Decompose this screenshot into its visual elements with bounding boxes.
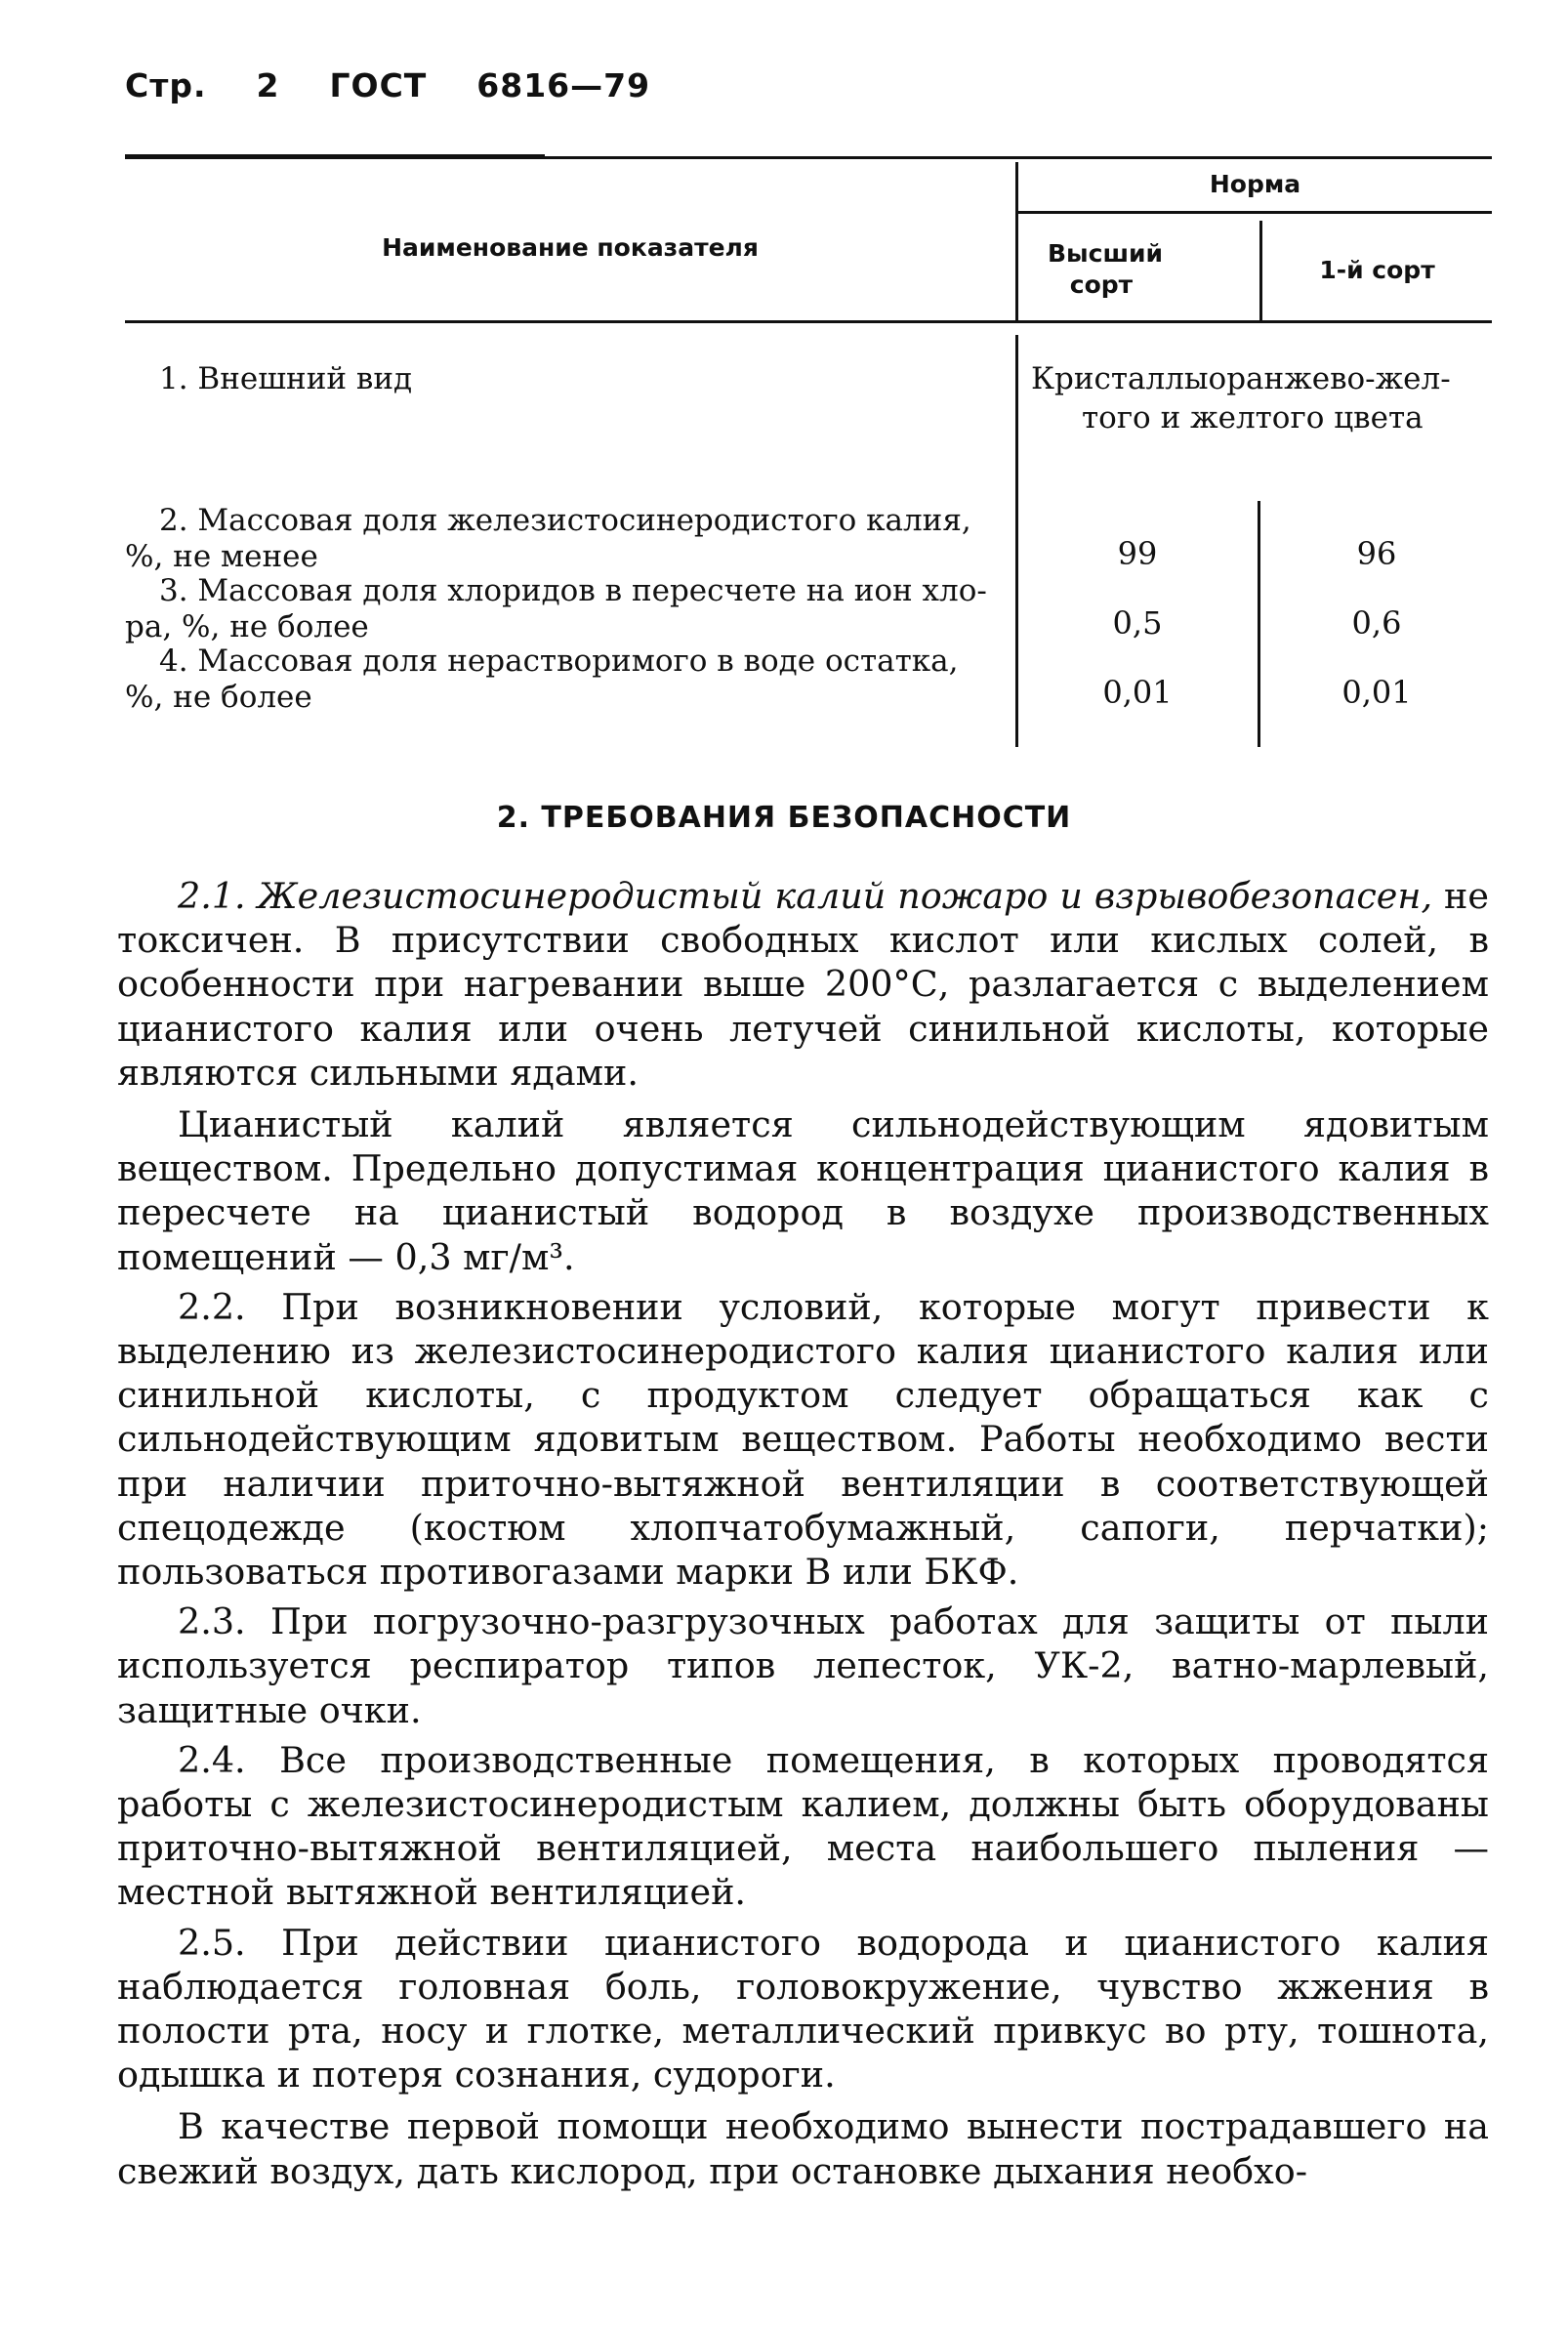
table-top-rule [125, 156, 1492, 159]
value-first-grade: 0,6 [1351, 604, 1402, 642]
table-header-bottom-rule [125, 320, 1492, 323]
table-row-name: %, не менее [125, 539, 318, 574]
column-header-top-grade: Высший сорт [1048, 239, 1164, 299]
column-header-first-grade: 1-й сорт [1319, 256, 1435, 284]
column-header-name: Наименование показателя [382, 233, 759, 262]
standard-number: 6816—79 [476, 66, 651, 104]
paragraph: 2.2. При возникновении условий, которые могут привести к выделению из железистосинеродистого калия цианистого калия или синильной кислоты, с продуктом следует обращаться как с сильнодействующим ядовитым веществом. Работы необходимо вести при наличии приточно-вытяжной вентиляции в соответствующей спецодежде (костюм хлопчатобумажный, сапоги, перчатки); пользоваться противогазами марки В или БКФ. [117, 1285, 1489, 1594]
paragraph: 2.4. Все производственные помещения, в которых проводятся работы с железистосинеродистым калием, должны быть оборудованы приточно-вытяжной вентиляцией, места наибольшего пыления — местной вытяжной вентиляцией. [117, 1738, 1489, 1914]
value-first-grade: 0,01 [1341, 674, 1412, 711]
norm-header-rule [1016, 211, 1492, 214]
section-title: 2. ТРЕБОВАНИЯ БЕЗОПАСНОСТИ [496, 801, 1072, 835]
table-row-name: 2. Массовая доля железистосинеродистого калия, [159, 503, 971, 538]
standard-label: ГОСТ [329, 66, 428, 104]
paragraph-text: не токсичен. В присутствии свободных кислот или кислых солей, в особенности при нагревании выше 200°С, разлагается с выделением цианистого калия или очень летучей синильной кислоты, которые являются сильными ядами. [117, 875, 1489, 1094]
table-row-name: %, не более [125, 680, 312, 715]
value-top-grade: 99 [1117, 535, 1158, 572]
table-row-name: ра, %, не более [125, 609, 369, 644]
paragraph: В качестве первой помощи необходимо вынести пострадавшего на свежий воздух, дать кислород, при остановке дыхания необхо- [117, 2105, 1489, 2192]
specification-table [125, 154, 1492, 750]
appearance-value: Кристаллыоранжево-жел- [1031, 361, 1451, 396]
table-row-name: 1. Внешний вид [159, 361, 413, 396]
table-col-divider [1258, 501, 1260, 747]
page-header [125, 66, 650, 104]
table-row-name: 3. Массовая доля хлоридов в пересчете на ион хло- [159, 573, 987, 608]
paragraph [117, 874, 1489, 1095]
value-top-grade: 0,01 [1102, 674, 1173, 711]
appearance-value: того и желтого цвета [1082, 400, 1424, 436]
paragraph: 2.3. При погрузочно-разгрузочных работах для защиты от пыли используется респиратор типов лепесток, УК-2, ватно-марлевый, защитные очки. [117, 1600, 1489, 1731]
column-header-norm: Норма [1209, 170, 1301, 198]
value-first-grade: 96 [1356, 535, 1397, 572]
value-top-grade: 0,5 [1112, 604, 1163, 642]
table-row-name: 4. Массовая доля нерастворимого в воде остатка, [159, 644, 959, 679]
paragraph-lead: 2.1. Железистосинеродистый калий пожаро и взрывобезопасен, [178, 875, 1433, 917]
paragraph: Цианистый калий является сильнодействующим ядовитым веществом. Предельно допустимая концентрация цианистого калия в пересчете на цианистый водород в воздухе производственных помещений — 0,3 мг/м³. [117, 1103, 1489, 1278]
page-label: Стр. [125, 66, 207, 104]
page-number: 2 [256, 66, 280, 104]
table-col-divider [1015, 335, 1018, 747]
section-body [117, 874, 1489, 2199]
paragraph: 2.5. При действии цианистого водорода и цианистого калия наблюдается головная боль, головокружение, чувство жжения в полости рта, носу и глотке, металлический привкус во рту, тошнота, одышка и потеря сознания, судороги. [117, 1921, 1489, 2097]
